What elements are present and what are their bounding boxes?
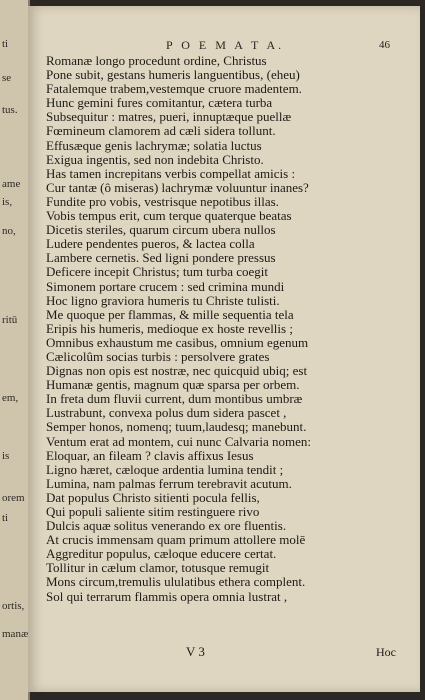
verse-line: Has tamen increpitans verbis compellat amicis : (46, 165, 296, 181)
verse-line: Pone subit, gestans humeris languentibus, (eheu) (46, 67, 300, 83)
facing-page-fragment: em, (2, 392, 19, 404)
facing-page-fragment: ti (2, 512, 9, 524)
verse-line: Dulcis aquæ solitus venerando ex ore fluentis. (46, 518, 287, 534)
verse-line: Humanæ gentis, magnum quæ sparsa per orbem. (46, 377, 300, 393)
verse-line: Lumina, nam palmas ferrum terebravit acutum. (46, 475, 292, 491)
verse-line: Hoc ligno graviora humeris tu Christe tulisti. (46, 292, 280, 308)
verse-line: Fœmineum clamorem ad cæli sidera tollunt. (46, 123, 276, 139)
catchword: Hoc (376, 645, 396, 659)
facing-page-fragment: ortis, (2, 600, 25, 612)
verse-line: At crucis immensam quam primum attollere molē (46, 532, 306, 548)
verse-line: Subsequitur : matres, pueri, innuptæque puellæ (46, 109, 292, 125)
facing-page-fragment: manæ (2, 628, 29, 640)
verse-line: Lambere cernetis. Sed ligni pondere pressus (46, 250, 276, 266)
verse-line: Dicetis steriles, quarum circum ubera nullos (46, 222, 276, 238)
facing-page-fragment: ti (2, 38, 9, 50)
verse-line: Ludere pendentes pueros, & lactea colla (46, 236, 255, 252)
book-page (28, 6, 420, 692)
verse-line: Exigua ingentis, sed non indebita Christo. (46, 151, 264, 167)
facing-page-fragment: tus. (2, 104, 18, 116)
verse-line: Eloquar, an fileam ? clavis affixus Iesus (46, 447, 254, 463)
facing-page-fragment: ame (2, 178, 21, 190)
facing-page-edge (0, 0, 30, 700)
verse-line: Eripis his humeris, medioque ex hoste revellis ; (46, 320, 293, 336)
verse-line: Omnibus exhaustum me casibus, omnium egenum (46, 334, 309, 350)
facing-page-fragment: se (2, 72, 12, 84)
verse-line: Vobis tempus erit, cum terque quaterque beatas (46, 208, 292, 224)
verse-line: Fundite pro vobis, vestrisque nepotibus illas. (46, 193, 279, 209)
verse-line: Cur tantæ (ô miseras) lachrymæ voluuntur inanes? (46, 179, 309, 195)
facing-page-fragment: is (2, 450, 10, 462)
verse-line: Hunc gemini fures comitantur, cætera turba (46, 95, 273, 111)
poem-text (46, 54, 420, 604)
facing-page-fragment: no, (2, 225, 16, 237)
verse-line: Sol qui terrarum flammis opera omnia lustrat , (46, 588, 288, 604)
facing-page-fragment: is, (2, 196, 13, 208)
verse-line: Ventum erat ad montem, cui nunc Calvaria nomen: (46, 433, 311, 449)
verse-line: Tollitur in cælum clamor, totusque remugit (46, 560, 270, 576)
verse-line: Semper honos, nomenq; tuum,laudesq; manebunt. (46, 419, 307, 435)
verse-line: Effusæque genis lachrymæ; solatia luctus (46, 137, 262, 153)
verse-line: Dignas non opis est nostræ, nec quicquid ubiq; est (46, 363, 308, 379)
signature-mark: V 3 (186, 644, 205, 659)
verse-line: In freta dum fluvii current, dum montibus umbræ (46, 391, 303, 407)
verse-line: Ligno hæret, cæloque ardentia lumina tendit ; (46, 461, 284, 477)
verse-line: Deficere incepit Christus; tum turba coegit (46, 264, 269, 280)
verse-line: Qui populi saliente sitim restinguere rivo (46, 504, 260, 519)
verse-line: Dat populus Christo sitienti pocula fellis, (46, 489, 260, 505)
verse-line: Lustrabunt, convexa polus dum sidera pascet , (46, 405, 287, 421)
facing-page-fragment: ritū (2, 314, 18, 326)
verse-line: Mons circum,tremulis ululatibus ethera complent. (46, 574, 306, 590)
page-footer (28, 644, 420, 664)
page-number: 46 (379, 39, 390, 51)
facing-page-fragment: orem (2, 492, 25, 504)
verse-line: Romanæ longo procedunt ordine, Christus (46, 53, 267, 68)
verse-line: Cælicolûm socias turbis : persolvere grates (46, 348, 270, 364)
verse-line: Aggreditur populus, cæloque educere certat. (46, 546, 277, 562)
verse-line: Fatalemque trabem,vestemque cruore madentem. (46, 81, 302, 97)
verse-line: Me quoque per flammas, & mille sequentia tela (46, 306, 294, 322)
running-head: P O E M A T A. (166, 38, 285, 52)
verse-line: Simonem portare crucem : sed crimina mundi (46, 278, 285, 294)
